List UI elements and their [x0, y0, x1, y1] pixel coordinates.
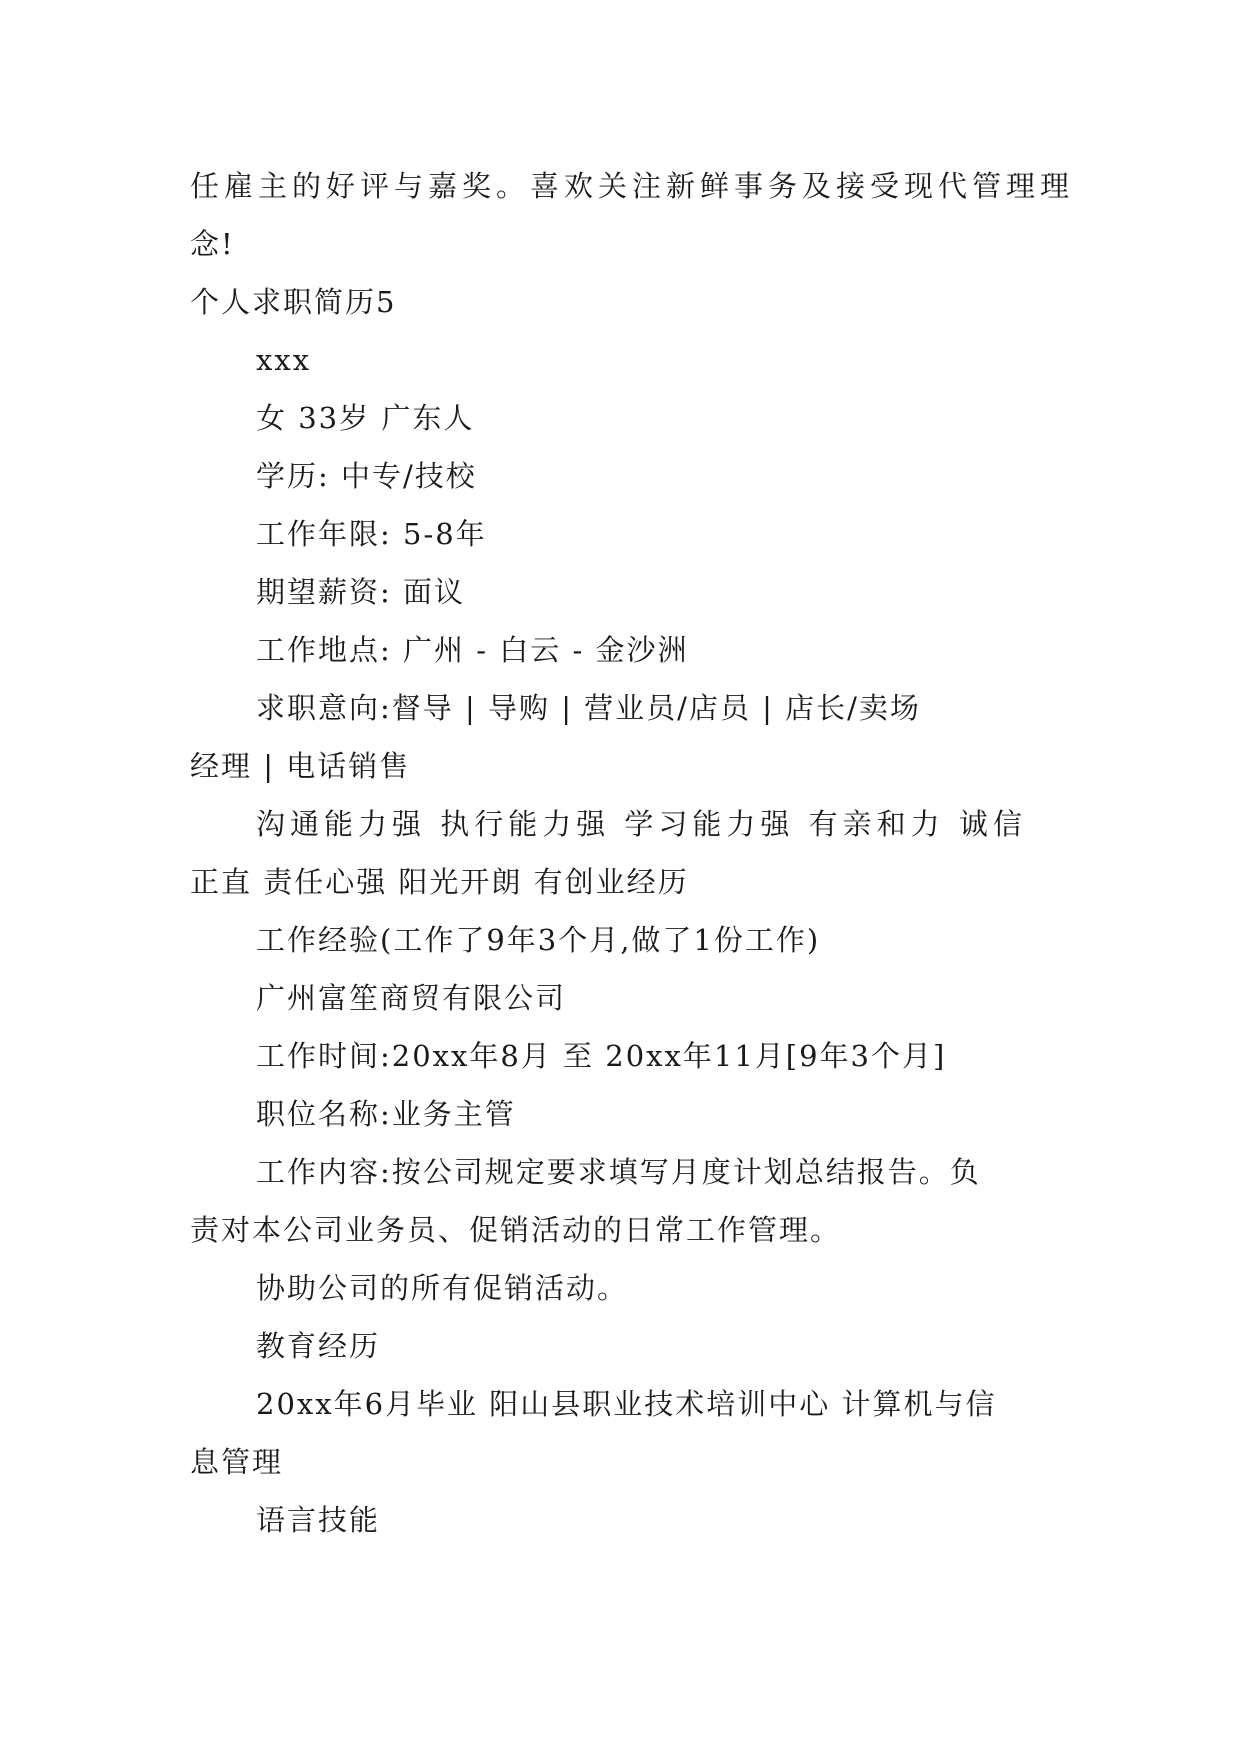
job-description-extra: 协助公司的所有促销活动。: [256, 1271, 629, 1305]
education-entry: 20xx年6月毕业 阳山县职业技术培训中心 计算机与信: [256, 1387, 997, 1421]
language-skills-heading: 语言技能: [256, 1503, 381, 1537]
education-entry-continued: 息管理: [190, 1445, 284, 1479]
self-evaluation: 沟通能力强 执行能力强 学习能力强 有亲和力 诚信: [256, 807, 1027, 841]
paragraph-line: 念!: [190, 227, 235, 261]
section-title: 个人求职简历5: [190, 285, 397, 319]
education-heading: 教育经历: [256, 1329, 381, 1363]
paragraph-line: 任雇主的好评与嘉奖。喜欢关注新鲜事务及接受现代管理理: [190, 169, 1075, 203]
candidate-basic-info: 女 33岁 广东人: [256, 401, 475, 435]
document-body: [190, 157, 1075, 1549]
company-name: 广州富笙商贸有限公司: [256, 981, 567, 1015]
work-experience-heading: 工作经验(工作了9年3个月,做了1份工作): [256, 923, 821, 957]
education-level: 学历: 中专/技校: [256, 459, 477, 493]
work-years: 工作年限: 5-8年: [256, 517, 487, 551]
work-location: 工作地点: 广州 - 白云 - 金沙洲: [256, 633, 689, 667]
expected-salary: 期望薪资: 面议: [256, 575, 465, 609]
work-period: 工作时间:20xx年8月 至 20xx年11月[9年3个月]: [256, 1039, 947, 1073]
self-evaluation-continued: 正直 责任心强 阳光开朗 有创业经历: [190, 865, 689, 899]
job-description: 工作内容:按公司规定要求填写月度计划总结报告。负: [256, 1155, 981, 1189]
job-description-continued: 责对本公司业务员、促销活动的日常工作管理。: [190, 1213, 842, 1247]
job-title: 职位名称:业务主管: [256, 1097, 516, 1131]
candidate-name: xxx: [256, 343, 312, 377]
job-intention: 求职意向:督导 | 导购 | 营业员/店员 | 店长/卖场: [256, 691, 921, 725]
job-intention-continued: 经理 | 电话销售: [190, 749, 411, 783]
